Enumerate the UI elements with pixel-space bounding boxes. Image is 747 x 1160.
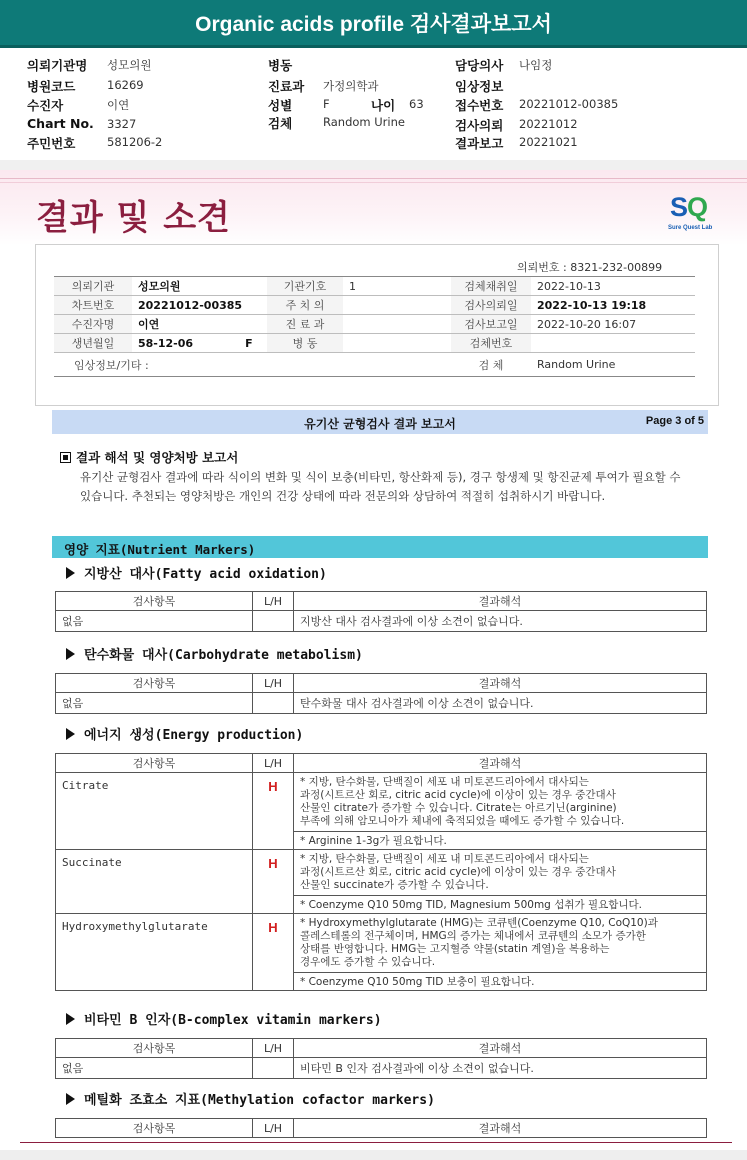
item-cell: Succinate <box>56 850 253 914</box>
label-dept: 진료과 <box>268 79 305 94</box>
interpretation-heading-text: 결과 해석 및 영양처방 보고서 <box>76 450 239 465</box>
label-doctor: 담당의사 <box>455 58 504 73</box>
header-lh: L/H <box>253 592 294 611</box>
section-heading-text: 메틸화 조효소 지표(Methylation cofactor markers) <box>84 1093 435 1108</box>
label-result-report: 결과보고 <box>455 136 504 151</box>
value-patient: 이연 <box>107 98 130 112</box>
interp-cell: 지방산 대사 검사결과에 이상 소견이 없습니다. <box>294 611 707 632</box>
vitamin-b-table <box>55 1038 707 1079</box>
section-heading-energy <box>66 724 303 743</box>
page-indicator: Page 3 of 5 <box>645 415 704 427</box>
report-page <box>0 170 747 1160</box>
interpretation-heading <box>60 448 238 466</box>
info-row <box>54 353 695 377</box>
header-lh: L/H <box>253 1039 294 1058</box>
header-lh: L/H <box>253 674 294 693</box>
label-specimen: 검체 <box>268 116 293 131</box>
high-flag: H <box>253 914 294 991</box>
square-bullet-icon <box>60 452 71 463</box>
info-row <box>54 315 695 334</box>
table-header-row <box>56 674 707 693</box>
section-heading-text: 탄수화물 대사(Carbohydrate metabolism) <box>84 648 363 663</box>
label-age: 나이 <box>371 98 396 113</box>
sex-value: F <box>245 336 253 350</box>
info-value <box>531 334 695 353</box>
info-row <box>54 334 695 353</box>
section-heading-text: 지방산 대사(Fatty acid oxidation) <box>84 567 327 582</box>
value-hospital-code: 16269 <box>107 78 144 92</box>
report-title: Organic acids profile 검사결과보고서 <box>0 0 747 48</box>
energy-table <box>55 753 707 991</box>
high-flag: H <box>253 850 294 914</box>
prescription-cell: * Coenzyme Q10 50mg TID, Magnesium 500mg 섭취가 필요합니다. <box>294 896 707 914</box>
value-chart-no: 3327 <box>107 117 137 131</box>
info-value: Random Urine <box>531 353 695 377</box>
table-header-row <box>56 1039 707 1058</box>
info-label: 검사보고일 <box>451 315 531 334</box>
lh-cell <box>253 693 294 714</box>
logo-letter-q: Q <box>687 192 708 222</box>
section-heading-methylation <box>66 1089 435 1108</box>
interp-line: 부족에 의해 암모니아가 체내에 축적되었을 때에도 증가할 수 있습니다. <box>300 815 625 827</box>
value-test-request: 20221012 <box>519 117 578 131</box>
table-row <box>56 1058 707 1079</box>
label-requester: 의뢰기관명 <box>27 58 88 73</box>
info-label: 수진자명 <box>54 315 132 334</box>
triangle-bullet-icon <box>66 1093 75 1105</box>
band-line <box>0 178 747 179</box>
header-interp: 결과해석 <box>294 754 707 773</box>
info-label: 주 치 의 <box>267 296 343 315</box>
triangle-bullet-icon <box>66 567 75 579</box>
section-heading-text: 에너지 생성(Energy production) <box>84 728 304 743</box>
patient-info-box <box>35 244 719 406</box>
table-row <box>56 611 707 632</box>
header-interp: 결과해석 <box>294 1119 707 1138</box>
label-clinical-info: 임상정보 <box>455 79 504 94</box>
info-label: 병 동 <box>267 334 343 353</box>
info-value: 2022-10-13 19:18 <box>531 296 695 315</box>
triangle-bullet-icon <box>66 1013 75 1025</box>
info-label: 검 체 <box>451 353 531 377</box>
interpretation-text: 유기산 균형검사 결과에 따라 식이의 변화 및 식이 보충(비타민, 항산화제 등), 경구 항생제 및 항진균제 투여가 필요할 수 있습니다. 추천되는 영양처방은 개인의 건강 상태에 따라 전문의와 상담하여 적절히 섭취하시기 바랍니다. <box>80 470 681 503</box>
section-heading-fatty-acid <box>66 563 327 582</box>
interp-cell: 비타민 B 인자 검사결과에 이상 소견이 없습니다. <box>294 1058 707 1079</box>
header-item: 검사항목 <box>56 592 253 611</box>
value-sex: F <box>323 97 330 111</box>
table-row <box>56 693 707 714</box>
info-label: 의뢰기관 <box>54 277 132 296</box>
prescription-cell: * Coenzyme Q10 50mg TID 보충이 필요합니다. <box>294 973 707 991</box>
interp-line: * 지방, 탄수화물, 단백질이 세포 내 미토콘드리아에서 대사되는 <box>300 853 589 865</box>
value-age: 63 <box>409 97 424 111</box>
interp-line: 경우에도 증가할 수 있습니다. <box>300 956 436 968</box>
results-title: 결과 및 소견 <box>36 198 231 238</box>
info-value <box>132 334 267 353</box>
label-ward: 병동 <box>268 58 293 73</box>
section-heading-text: 비타민 B 인자(B-complex vitamin markers) <box>84 1013 382 1028</box>
interp-line: 콜레스테롤의 전구체이며, HMG의 증가는 체내에서 코큐텐의 소모가 증가한 <box>300 930 646 942</box>
lab-logo <box>666 192 726 236</box>
interp-cell <box>294 773 707 832</box>
interp-line: 산물인 succinate가 증가할 수 있습니다. <box>300 879 489 891</box>
value-requester: 성모의원 <box>107 58 152 72</box>
nutrient-markers-bar: 영양 지표(Nutrient Markers) <box>52 536 708 558</box>
info-value <box>343 296 451 315</box>
header-lh: L/H <box>253 1119 294 1138</box>
header-item: 검사항목 <box>56 1119 253 1138</box>
lh-cell <box>253 611 294 632</box>
header-interp: 결과해석 <box>294 674 707 693</box>
info-value: 성모의원 <box>132 277 267 296</box>
table-header-row <box>56 592 707 611</box>
info-row <box>54 277 695 296</box>
label-receipt-no: 접수번호 <box>455 98 504 113</box>
info-value <box>343 315 451 334</box>
info-label: 검체채취일 <box>451 277 531 296</box>
info-value: 20221012-00385 <box>132 296 267 315</box>
label-sex: 성별 <box>268 98 293 113</box>
clinical-info-label: 임상정보/기타 : <box>54 353 451 377</box>
interp-line: 상태를 반영합니다. HMG는 고지혈증 약물(statin 계열)을 복용하는 <box>300 943 610 955</box>
value-doctor: 나임정 <box>519 58 553 72</box>
interp-line: * 지방, 탄수화물, 단백질이 세포 내 미토콘드리아에서 대사되는 <box>300 776 589 788</box>
header-lh: L/H <box>253 754 294 773</box>
interp-line: * Hydroxymethylglutarate (HMG)는 코큐텐(Coenzyme Q10, CoQ10)과 <box>300 917 658 929</box>
value-result-report: 20221021 <box>519 135 578 149</box>
table-header-row <box>56 1119 707 1138</box>
birthdate-value: 58-12-06 <box>138 336 194 350</box>
info-value: 1 <box>343 277 451 296</box>
section-title-bar <box>52 410 708 434</box>
info-value: 2022-10-20 16:07 <box>531 315 695 334</box>
band-line <box>0 182 747 183</box>
info-label: 검체번호 <box>451 334 531 353</box>
section-heading-vitamin-b <box>66 1009 382 1028</box>
interp-line: 산물인 citrate가 증가할 수 있습니다. Citrate는 아르기닌(arginine) <box>300 802 617 814</box>
info-label: 검사의뢰일 <box>451 296 531 315</box>
info-label: 차트번호 <box>54 296 132 315</box>
label-patient: 수진자 <box>27 98 64 113</box>
patient-info-table <box>54 276 695 377</box>
section-title: 유기산 균형검사 결과 보고서 <box>304 417 456 431</box>
table-row <box>56 850 707 896</box>
value-receipt-no: 20221012-00385 <box>519 97 619 111</box>
interp-cell: 탄수화물 대사 검사결과에 이상 소견이 없습니다. <box>294 693 707 714</box>
header-item: 검사항목 <box>56 674 253 693</box>
value-specimen: Random Urine <box>323 115 405 129</box>
info-value: 이연 <box>132 315 267 334</box>
item-cell: Citrate <box>56 773 253 850</box>
item-cell: Hydroxymethylglutarate <box>56 914 253 991</box>
label-resident-no: 주민번호 <box>27 136 76 151</box>
header-interp: 결과해석 <box>294 592 707 611</box>
patient-header <box>0 54 747 158</box>
info-value: 2022-10-13 <box>531 277 695 296</box>
reference-number: 의뢰번호 : 8321-232-00899 <box>517 261 663 274</box>
interp-cell <box>294 850 707 896</box>
carbohydrate-table <box>55 673 707 714</box>
page-separator <box>0 160 747 170</box>
prescription-cell: * Arginine 1-3g가 필요합니다. <box>294 832 707 850</box>
table-header-row <box>56 754 707 773</box>
header-item: 검사항목 <box>56 1039 253 1058</box>
high-flag: H <box>253 773 294 850</box>
triangle-bullet-icon <box>66 728 75 740</box>
table-row <box>56 914 707 973</box>
logo-letter-s: S <box>670 192 688 222</box>
footer-line <box>20 1142 732 1143</box>
lh-cell <box>253 1058 294 1079</box>
info-label: 생년월일 <box>54 334 132 353</box>
table-row <box>56 773 707 832</box>
info-row <box>54 296 695 315</box>
interp-line: 과정(시트르산 회로, citric acid cycle)에 이상이 있는 경우 중간대사 <box>300 789 616 801</box>
label-hospital-code: 병원코드 <box>27 79 76 94</box>
section-heading-carbohydrate <box>66 644 363 663</box>
value-resident-no: 581206-2 <box>107 135 163 149</box>
info-label: 진 료 과 <box>267 315 343 334</box>
logo-mark <box>670 192 707 223</box>
interp-cell <box>294 914 707 973</box>
interp-line: 과정(시트르산 회로, citric acid cycle)에 이상이 있는 경우 중간대사 <box>300 866 616 878</box>
header-interp: 결과해석 <box>294 1039 707 1058</box>
fatty-acid-table <box>55 591 707 632</box>
logo-subtitle: Sure Quest Lab <box>668 225 713 231</box>
item-cell: 없음 <box>56 693 253 714</box>
triangle-bullet-icon <box>66 648 75 660</box>
value-dept: 가정의학과 <box>323 79 379 93</box>
methylation-table <box>55 1118 707 1138</box>
item-cell: 없음 <box>56 611 253 632</box>
label-test-request: 검사의뢰 <box>455 118 504 133</box>
info-label: 기관기호 <box>267 277 343 296</box>
item-cell: 없음 <box>56 1058 253 1079</box>
info-value <box>343 334 451 353</box>
label-chart-no: Chart No. <box>27 116 94 131</box>
bottom-strip <box>0 1150 747 1160</box>
header-item: 검사항목 <box>56 754 253 773</box>
